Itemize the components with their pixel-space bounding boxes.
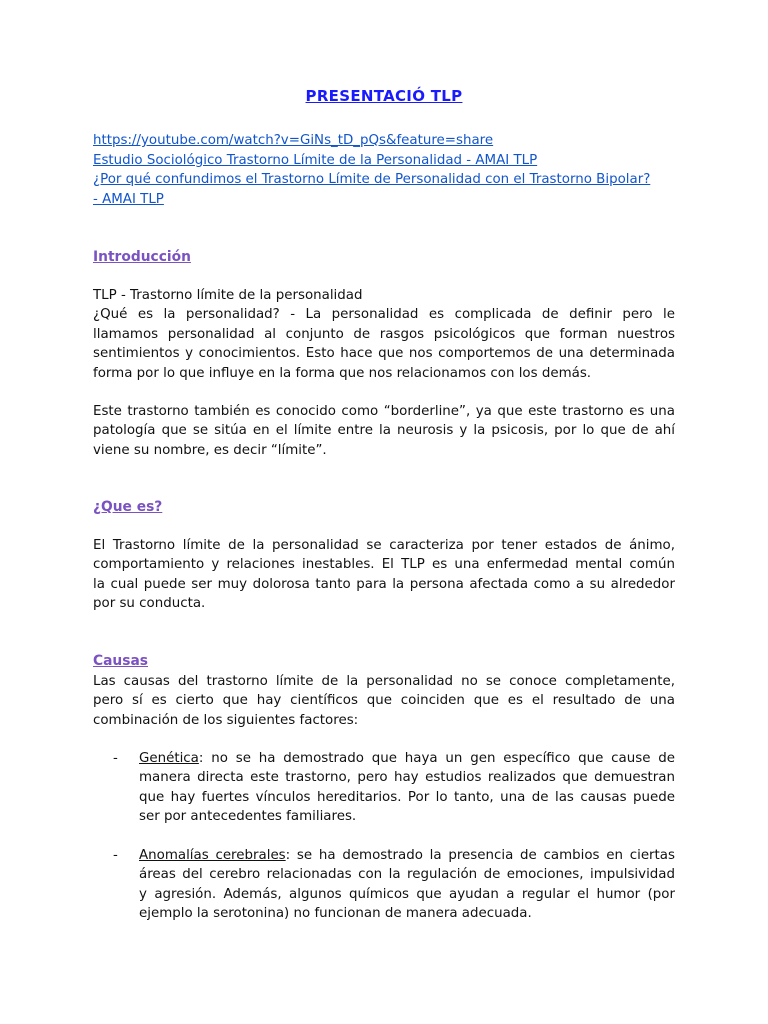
bullet-text xyxy=(139,749,675,827)
bullet-text xyxy=(139,846,675,924)
heading-causas: Causas xyxy=(93,653,148,669)
text-line: pero sí es cierto que hay científicos que coinciden que es el resultado de una xyxy=(93,693,675,709)
intro-paragraph-1 xyxy=(93,286,675,383)
text-line: : se ha demostrado la presencia de cambios en ciertas xyxy=(285,848,675,863)
text-line: forma por lo que influye en la forma que nos relacionamos con los demás. xyxy=(93,365,592,381)
bullet-term: Anomalías cerebrales xyxy=(139,848,286,863)
reference-links xyxy=(93,131,675,209)
text-line: que hay fuertes vínculos hereditarios. Por lo tanto, una de las causas puede xyxy=(139,789,675,805)
text-line: TLP - Trastorno límite de la personalidad xyxy=(93,288,363,303)
text-line: ejemplo la serotonina) no funcionan de manera adecuada. xyxy=(139,906,532,922)
text-line: viene su nombre, es decir “límite”. xyxy=(93,442,327,458)
bullet-dash: - xyxy=(113,751,118,766)
heading-que-es: ¿Que es? xyxy=(93,499,163,515)
bullet-dash: - xyxy=(113,848,118,863)
text-line: manera directa este trastorno, pero hay estudios realizados que demuestran xyxy=(139,770,675,786)
link-tlp-vs-bipolar[interactable]: ¿Por qué confundimos el Trastorno Límite de Personalidad con el Trastorno Bipolar? xyxy=(93,172,651,188)
link-youtube-video[interactable]: https://youtube.com/watch?v=GiNs_tD_pQs&feature=share xyxy=(93,133,494,148)
bullet-term: Genética xyxy=(139,751,199,766)
document-title: PRESENTACIÓ TLP xyxy=(305,87,463,105)
text-line: patología que se sitúa en el límite entre la neurosis y la psicosis, por lo que de ahí xyxy=(93,423,675,439)
text-line: ser por antecedentes familiares. xyxy=(139,809,357,825)
text-line: la cual puede ser muy dolorosa tanto para la persona afectada como a su alrededor xyxy=(93,576,675,592)
link-estudio-sociologico[interactable]: Estudio Sociológico Trastorno Límite de la Personalidad - AMAI TLP xyxy=(93,152,538,168)
text-line: El Trastorno límite de la personalidad se caracteriza por tener estados de ánimo, xyxy=(93,538,675,553)
text-line: : no se ha demostrado que haya un gen específico que cause de xyxy=(198,751,675,766)
text-line: ¿Qué es la personalidad? - La personalidad es complicada de definir pero le xyxy=(93,307,675,323)
text-line: comportamiento y relaciones inestables. El TLP es una enfermedad mental común xyxy=(93,557,675,573)
causas-paragraph xyxy=(93,672,675,730)
text-line: y agresión. Además, algunos químicos que ayudan a regular el humor (por xyxy=(139,886,675,902)
text-line: llamamos personalidad al conjunto de rasgos psicológicos que forman nuestros xyxy=(93,326,675,342)
link-tlp-vs-bipolar-continued[interactable]: - AMAI TLP xyxy=(93,191,164,207)
text-line: Las causas del trastorno límite de la personalidad no se conoce completamente, xyxy=(93,674,675,689)
text-line: sentimientos y conocimientos. Esto hace que nos comportemos de una determinada xyxy=(93,346,675,362)
text-line: por su conducta. xyxy=(93,596,206,612)
text-line: áreas del cerebro relacionadas con la regulación de emociones, impulsividad xyxy=(139,867,675,883)
text-line: combinación de los siguientes factores: xyxy=(93,712,359,728)
que-es-paragraph xyxy=(93,536,675,614)
text-line: Este trastorno también es conocido como “borderline”, ya que este trastorno es una xyxy=(93,404,675,419)
heading-introduccion: Introducción xyxy=(93,249,191,265)
intro-paragraph-2 xyxy=(93,402,675,460)
